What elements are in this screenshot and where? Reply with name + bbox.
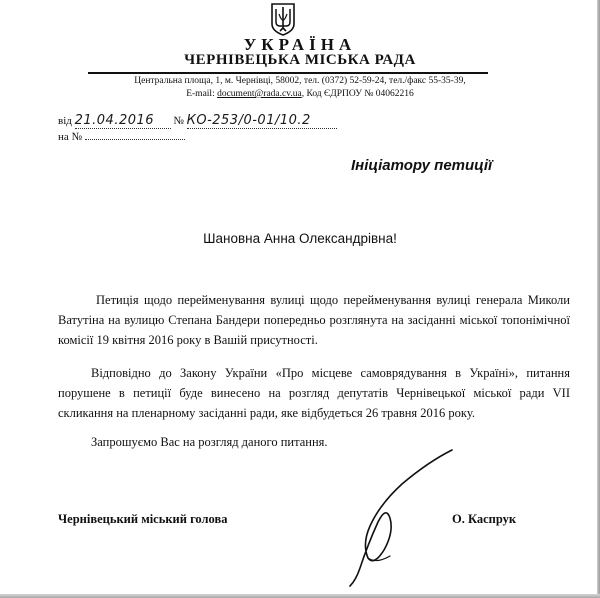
paragraph-3: Запрошуємо Вас на розгляд даного питання.: [91, 435, 328, 449]
paragraph-2: Відповідно до Закону України «Про місцеве самоврядування в Україні», питання порушене в петиції буде винесено на розгляд депутатів Чернівецької міської ради VII скликання на пленарному засіданні ради, яке відбудеться 26 травня 2016 року.: [58, 366, 570, 420]
address-block: [0, 75, 600, 101]
organization-title: ЧЕРНІВЕЦЬКА МІСЬКА РАДА: [184, 52, 416, 68]
date-label: від: [58, 115, 72, 127]
edrpou-code: , Код ЄДРПОУ № 04062216: [301, 89, 414, 99]
page-bottom-shadow: [0, 594, 600, 598]
address-line: Центральна площа, 1, м. Чернівці, 58002, тел. (0372) 52-59-24, тел./факс 55-35-39,: [134, 76, 466, 86]
number-value: КО-253/0-01/10.2: [186, 113, 311, 128]
addressee: Ініціатору петиції: [351, 157, 493, 174]
country-title: УКРАЇНА: [243, 35, 357, 54]
reference-line: [58, 131, 185, 143]
signatory-title: Чернівецький міський голова: [58, 512, 228, 526]
greeting: Шановна Анна Олександрівна!: [203, 231, 397, 246]
paragraph-1: Петиція щодо перейменування вулиці щодо перейменування вулиці генерала Миколи Ватутіна на вулицю Степана Бандери попередньо розглянута на засіданні міської топонімічної комісії 19 квітня 2016 року в Вашій присутності.: [58, 293, 570, 347]
contact-line: [0, 88, 600, 101]
number-label: №: [173, 115, 184, 127]
date-field: [75, 113, 171, 129]
trident-emblem-icon: [269, 2, 297, 36]
handwritten-signature: [310, 440, 460, 590]
header-divider: [88, 72, 488, 74]
email-label: E-mail:: [186, 89, 215, 99]
registration-line: [58, 113, 337, 129]
reference-field: [85, 139, 185, 140]
number-field: [187, 113, 337, 129]
date-value: 21.04.2016: [74, 113, 155, 128]
signatory-name: О. Каспрук: [452, 512, 517, 526]
reference-label: на №: [58, 131, 83, 143]
email-link[interactable]: document@rada.cv.ua: [217, 89, 302, 99]
